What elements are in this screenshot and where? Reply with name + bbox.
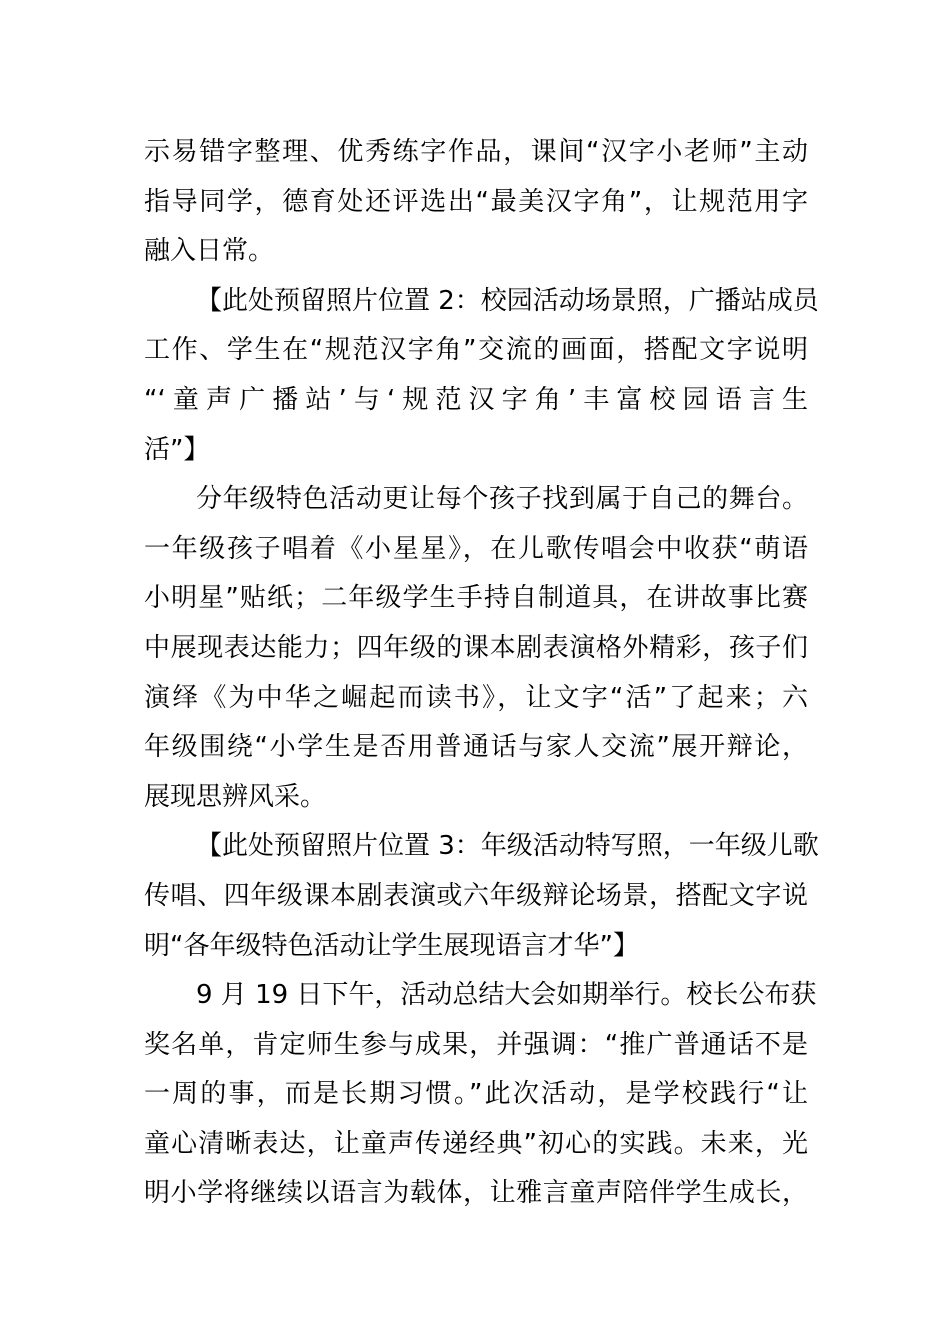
photo-placeholder-note-3 — [144, 822, 819, 971]
text-line: 演绎《为中华之崛起而读书》，让文字“活”了起来；六 — [144, 682, 808, 713]
paragraph-1 — [144, 128, 808, 277]
text-line: 工作、学生在“规范汉字角”交流的画面，搭配文字说明 — [144, 335, 808, 366]
text-line: 奖名单，肯定师生参与成果，并强调：“推广普通话不是 — [144, 1029, 808, 1060]
text-line: 展现思辨风采。 — [144, 781, 327, 812]
text-line: 活”】 — [144, 434, 210, 465]
text-line: 年级围绕“小学生是否用普通话与家人交流”展开辩论， — [144, 732, 808, 763]
paragraph-grade-activities — [144, 475, 808, 822]
text-line: 传唱、四年级课本剧表演或六年级辩论场景，搭配文字说 — [144, 880, 808, 911]
text-line: 融入日常。 — [144, 236, 275, 267]
text-line: 童心清晰表达，让童声传递经典”初心的实践。未来，光 — [144, 1128, 808, 1159]
text-line: 指导同学，德育处还评选出“最美汉字角”，让规范用字 — [144, 186, 808, 217]
text-line: 分年级特色活动更让每个孩子找到属于自己的舞台。 — [196, 484, 808, 515]
paragraph-summary — [144, 971, 817, 1219]
text-line: 【此处预留照片位置 3：年级活动特写照，一年级儿歌 — [196, 831, 819, 862]
text-line: 明“各年级特色活动让学生展现语言才华”】 — [144, 930, 639, 961]
text-line: 一周的事，而是长期习惯。”此次活动，是学校践行“让 — [144, 1079, 808, 1110]
text-line: 9 月 19 日下午，活动总结大会如期举行。校长公布获 — [196, 980, 817, 1011]
text-line: 【此处预留照片位置 2：校园活动场景照，广播站成员 — [196, 285, 819, 316]
text-line: 明小学将继续以语言为载体，让雅言童声陪伴学生成长， — [144, 1178, 808, 1209]
text-line: 小明星”贴纸；二年级学生手持自制道具，在讲故事比赛 — [144, 583, 808, 614]
text-line: 示易错字整理、优秀练字作品，课间“汉字小老师”主动 — [144, 137, 808, 167]
text-line: 一年级孩子唱着《小星星》，在儿歌传唱会中收获“萌语 — [144, 533, 808, 564]
text-line: “‘童声广播站’与‘规范汉字角’丰富校园语言生 — [144, 384, 808, 415]
text-line: 中展现表达能力；四年级的课本剧表演格外精彩，孩子们 — [144, 632, 808, 663]
photo-placeholder-note-2 — [144, 277, 819, 475]
body-text — [144, 128, 819, 1219]
